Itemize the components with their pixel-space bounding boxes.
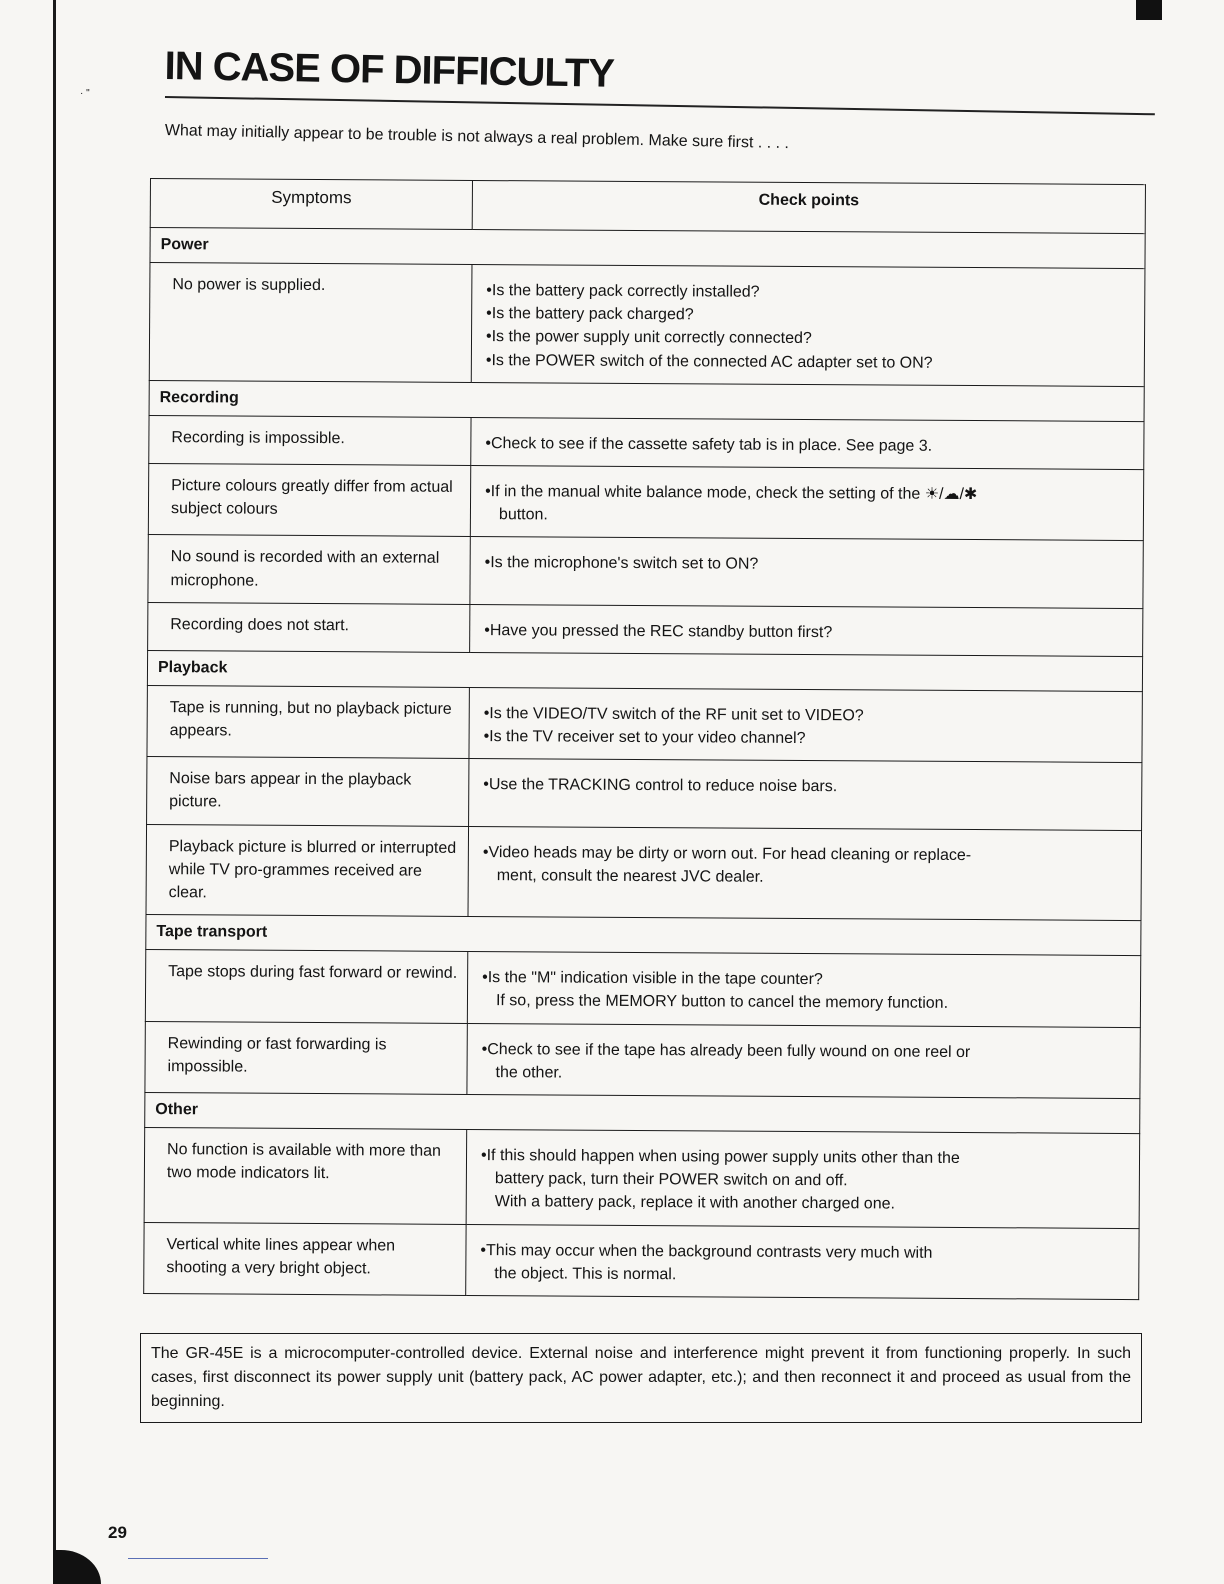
check-point-line: •Is the microphone's switch set to ON? xyxy=(484,554,759,574)
table-row xyxy=(147,757,1142,830)
check-points-cell xyxy=(466,1129,1140,1228)
check-point-line: If so, press the MEMORY button to cancel the memory function. xyxy=(495,992,949,1013)
symptom-cell: Rewinding or fast forwarding is impossible. xyxy=(145,1021,467,1094)
corner-mark xyxy=(1136,0,1162,20)
section-row xyxy=(149,380,1144,421)
symptom-cell: Vertical white lines appear when shooting a very bright object. xyxy=(144,1222,466,1295)
check-point-line: •Is the TV receiver set to your video channel? xyxy=(483,728,806,748)
table-row xyxy=(149,263,1145,387)
check-point-line: battery pack, turn their POWER switch on and off. xyxy=(494,1170,848,1190)
footer-rule xyxy=(128,1558,268,1559)
check-point-line: •Check to see if the cassette safety tab is in place. See page 3. xyxy=(485,434,933,455)
check-points-cell xyxy=(471,417,1144,469)
symptom-cell: Tape stops during fast forward or rewind. xyxy=(145,950,467,1023)
check-points-cell xyxy=(469,759,1142,830)
check-point-line: the other. xyxy=(495,1063,563,1082)
page-left-edge xyxy=(53,0,56,1584)
check-point-line: •Use the TRACKING control to reduce noise bars. xyxy=(483,776,838,796)
symptom-cell: No power is supplied. xyxy=(149,263,472,383)
symptom-cell: Recording is impossible. xyxy=(149,415,471,465)
check-point-line: With a battery pack, replace it with another charged one. xyxy=(494,1193,896,1213)
symptom-cell: No sound is recorded with an external microphone. xyxy=(148,535,470,604)
symptom-cell: No function is available with more than two mode indicators lit. xyxy=(144,1127,467,1224)
table-row xyxy=(144,1127,1140,1228)
troubleshooting-table-wrapper xyxy=(143,178,1145,1300)
troubleshooting-table xyxy=(143,178,1146,1300)
section-row xyxy=(150,228,1145,269)
check-point-line: •Is the POWER switch of the connected AC adapter set to ON? xyxy=(485,351,933,372)
table-row xyxy=(148,535,1143,608)
table-row xyxy=(145,1021,1140,1098)
check-point-line: •If in the manual white balance mode, check the setting of the ☀/☁/✱ xyxy=(485,482,978,503)
table-row xyxy=(148,463,1143,540)
table-header-row xyxy=(150,179,1145,234)
check-points-cell xyxy=(470,465,1143,540)
symptom-cell: Picture colours greatly differ from actual subject colours xyxy=(148,463,470,536)
symptom-cell: Noise bars appear in the playback picture. xyxy=(147,757,469,826)
intro-text: What may initially appear to be trouble is not always a real problem. Make sure first . . . . xyxy=(164,122,790,153)
table-row xyxy=(149,415,1144,469)
check-point-line: •Is the battery pack correctly installed? xyxy=(486,282,760,301)
check-points-cell xyxy=(470,537,1143,608)
section-row xyxy=(145,1092,1140,1133)
check-points-cell xyxy=(467,1023,1140,1098)
check-point-line: •Is the battery pack charged? xyxy=(486,305,694,324)
check-point-line: •Check to see if the tape has already been fully wound on one reel or xyxy=(481,1040,971,1061)
section-heading: Recording xyxy=(149,380,1144,421)
table-row xyxy=(147,685,1142,762)
table-body xyxy=(144,228,1145,1300)
check-point-line: •This may occur when the background contrasts very much with xyxy=(480,1241,933,1262)
symptom-cell: Playback picture is blurred or interrupted while TV pro-grammes received are clear. xyxy=(146,824,469,917)
symptom-cell: Recording does not start. xyxy=(148,602,470,652)
table-row xyxy=(145,950,1140,1027)
section-heading: Playback xyxy=(147,650,1142,691)
page-number: 29 xyxy=(108,1523,127,1542)
check-points-cell xyxy=(466,1224,1139,1299)
check-point-line: •Video heads may be dirty or worn out. For head cleaning or replace- xyxy=(482,843,972,864)
page-title: IN CASE OF DIFFICULTY xyxy=(164,44,615,96)
symptom-cell: Tape is running, but no playback picture appears. xyxy=(147,685,469,758)
check-points-cell xyxy=(471,264,1145,386)
check-point-line: •Have you pressed the REC standby button first? xyxy=(484,621,833,641)
check-point-line: •If this should happen when using power supply units other than the xyxy=(480,1146,960,1167)
speck-mark: · " xyxy=(80,88,90,99)
check-points-cell xyxy=(470,604,1143,656)
table-row xyxy=(148,602,1143,656)
check-point-line: •Is the "M" indication visible in the tape counter? xyxy=(482,969,823,989)
check-points-cell xyxy=(469,687,1142,762)
check-points-cell xyxy=(467,952,1140,1027)
check-point-line: button. xyxy=(498,506,548,524)
section-heading: Other xyxy=(145,1092,1140,1133)
check-point-line: the object. This is normal. xyxy=(494,1264,677,1283)
check-point-line: •Is the power supply unit correctly connected? xyxy=(485,328,812,348)
section-heading: Tape transport xyxy=(146,915,1141,956)
check-point-line: ment, consult the nearest JVC dealer. xyxy=(496,866,764,886)
title-underline xyxy=(165,96,1155,115)
header-symptoms: Symptoms xyxy=(150,179,472,230)
microcomputer-note: The GR-45E is a microcomputer-controlled device. External noise and interference might prevent it from functioning properly. In such cases, first disconnect its power supply unit (battery pack, AC power adapter, etc.); and then reconnect it and proceed as usual from the beginning. xyxy=(140,1333,1142,1423)
table-row xyxy=(146,824,1142,921)
header-check-points: Check points xyxy=(472,180,1145,233)
check-points-cell xyxy=(468,826,1142,921)
table-row xyxy=(144,1222,1139,1299)
section-heading: Power xyxy=(150,228,1145,269)
section-row xyxy=(146,915,1141,956)
check-point-line: •Is the VIDEO/TV switch of the RF unit set to VIDEO? xyxy=(483,704,864,725)
footer-blot xyxy=(53,1550,101,1584)
